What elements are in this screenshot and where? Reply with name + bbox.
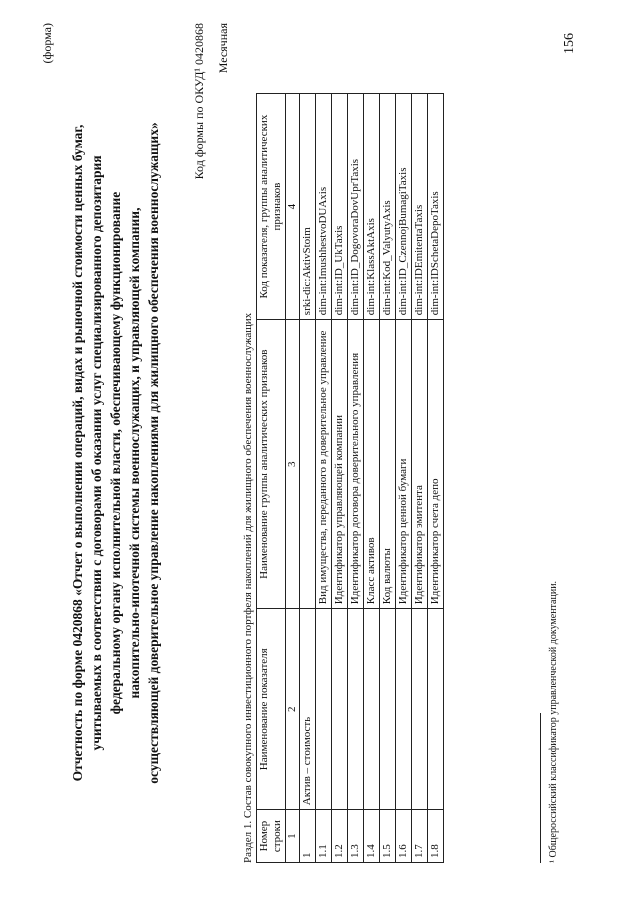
title-line: федеральному органу исполнительной власти, обеспечивающему функционирование <box>108 191 123 714</box>
group-name: Вид имущества, переданного в доверительное управление <box>316 319 332 608</box>
index-cell: 1 <box>286 809 300 862</box>
rotated-landscape-content <box>20 13 620 893</box>
indicator-code: dim-int:ID_CzennojBumagiTaxis <box>396 93 412 319</box>
header-code: Код показателя, группы аналитических признаков <box>257 93 286 319</box>
form-label: (форма) <box>40 22 54 63</box>
indicator-code: dim-int:ID_DogovoraDovUprTaxis <box>348 93 364 319</box>
group-name: Идентификатор договора доверительного управления <box>348 319 364 608</box>
table-row <box>300 93 316 862</box>
group-name: Идентификатор управляющей компании <box>332 319 348 608</box>
index-cell: 2 <box>286 608 300 809</box>
footnote: ¹ Общероссийский классификатор управленческой документации. <box>548 580 559 863</box>
okud-code: Код формы по ОКУД¹ 0420868 <box>192 22 206 179</box>
indicator-code: dim-int:ID_UkTaxis <box>332 93 348 319</box>
group-name: Идентификатор эмитента <box>412 319 428 608</box>
title-line: Отчетность по форме 0420868 «Отчет о выполнении операций, видах и рыночной стоимости ценных бумаг, <box>70 124 85 781</box>
index-cell: 3 <box>286 319 300 608</box>
indicator-name <box>428 608 444 809</box>
indicator-code: dim-int:Kod_ValyutyAxis <box>380 93 396 319</box>
group-name: Код валюты <box>380 319 396 608</box>
table-row <box>332 93 348 862</box>
indicator-name <box>348 608 364 809</box>
group-name: Идентификатор ценной бумаги <box>396 319 412 608</box>
section-title: Раздел 1. Состав совокупного инвестиционного портфеля накоплений для жилищного обеспечения военнослужащих <box>242 312 254 863</box>
row-number: 1.3 <box>348 809 364 862</box>
report-period: Месячная <box>216 22 230 73</box>
table-row <box>364 93 380 862</box>
table-row <box>396 93 412 862</box>
table-row <box>412 93 428 862</box>
header-row-number: Номер строки <box>257 809 286 862</box>
indicator-code: dim-int:IDSchetaDepoTaxis <box>428 93 444 319</box>
footnote-divider <box>540 713 541 863</box>
indicators-table <box>256 93 444 863</box>
indicator-name <box>332 608 348 809</box>
row-number: 1.6 <box>396 809 412 862</box>
title-line: учитываемых в соответствии с договорами об оказании услуг специализированного депозитария <box>89 154 104 751</box>
row-number: 1.5 <box>380 809 396 862</box>
page-number: 156 <box>562 32 577 54</box>
document-title <box>68 73 163 833</box>
indicator-code: dim-int:IDEmitentaTaxis <box>412 93 428 319</box>
indicator-code: srki-dic:AktivStoim <box>300 93 316 319</box>
header-group-name: Наименование группы аналитических признаков <box>257 319 286 608</box>
table-row <box>348 93 364 862</box>
indicator-name: Актив – стоимость <box>300 608 316 809</box>
row-number: 1 <box>300 809 316 862</box>
index-cell: 4 <box>286 93 300 319</box>
table-row <box>380 93 396 862</box>
table-row <box>428 93 444 862</box>
header-indicator-name: Наименование показателя <box>257 608 286 809</box>
row-number: 1.4 <box>364 809 380 862</box>
title-line: накопительно-ипотечной системы военнослужащих, и управляющей компании, <box>127 207 142 698</box>
row-number: 1.8 <box>428 809 444 862</box>
indicator-name <box>412 608 428 809</box>
table-row <box>316 93 332 862</box>
indicator-name <box>396 608 412 809</box>
indicator-name <box>380 608 396 809</box>
table-index-row <box>286 93 300 862</box>
indicator-code: dim-int:ImushhestvoDUAxis <box>316 93 332 319</box>
row-number: 1.1 <box>316 809 332 862</box>
indicator-code: dim-int:KlassAktAxis <box>364 93 380 319</box>
title-line: осуществляющей доверительное управление накоплениями для жилищного обеспечения военнослужащих» <box>146 121 161 784</box>
row-number: 1.2 <box>332 809 348 862</box>
row-number: 1.7 <box>412 809 428 862</box>
table-header-row <box>257 93 286 862</box>
group-name: Класс активов <box>364 319 380 608</box>
group-name: Идентификатор счета депо <box>428 319 444 608</box>
group-name <box>300 319 316 608</box>
indicator-name <box>316 608 332 809</box>
indicator-name <box>364 608 380 809</box>
